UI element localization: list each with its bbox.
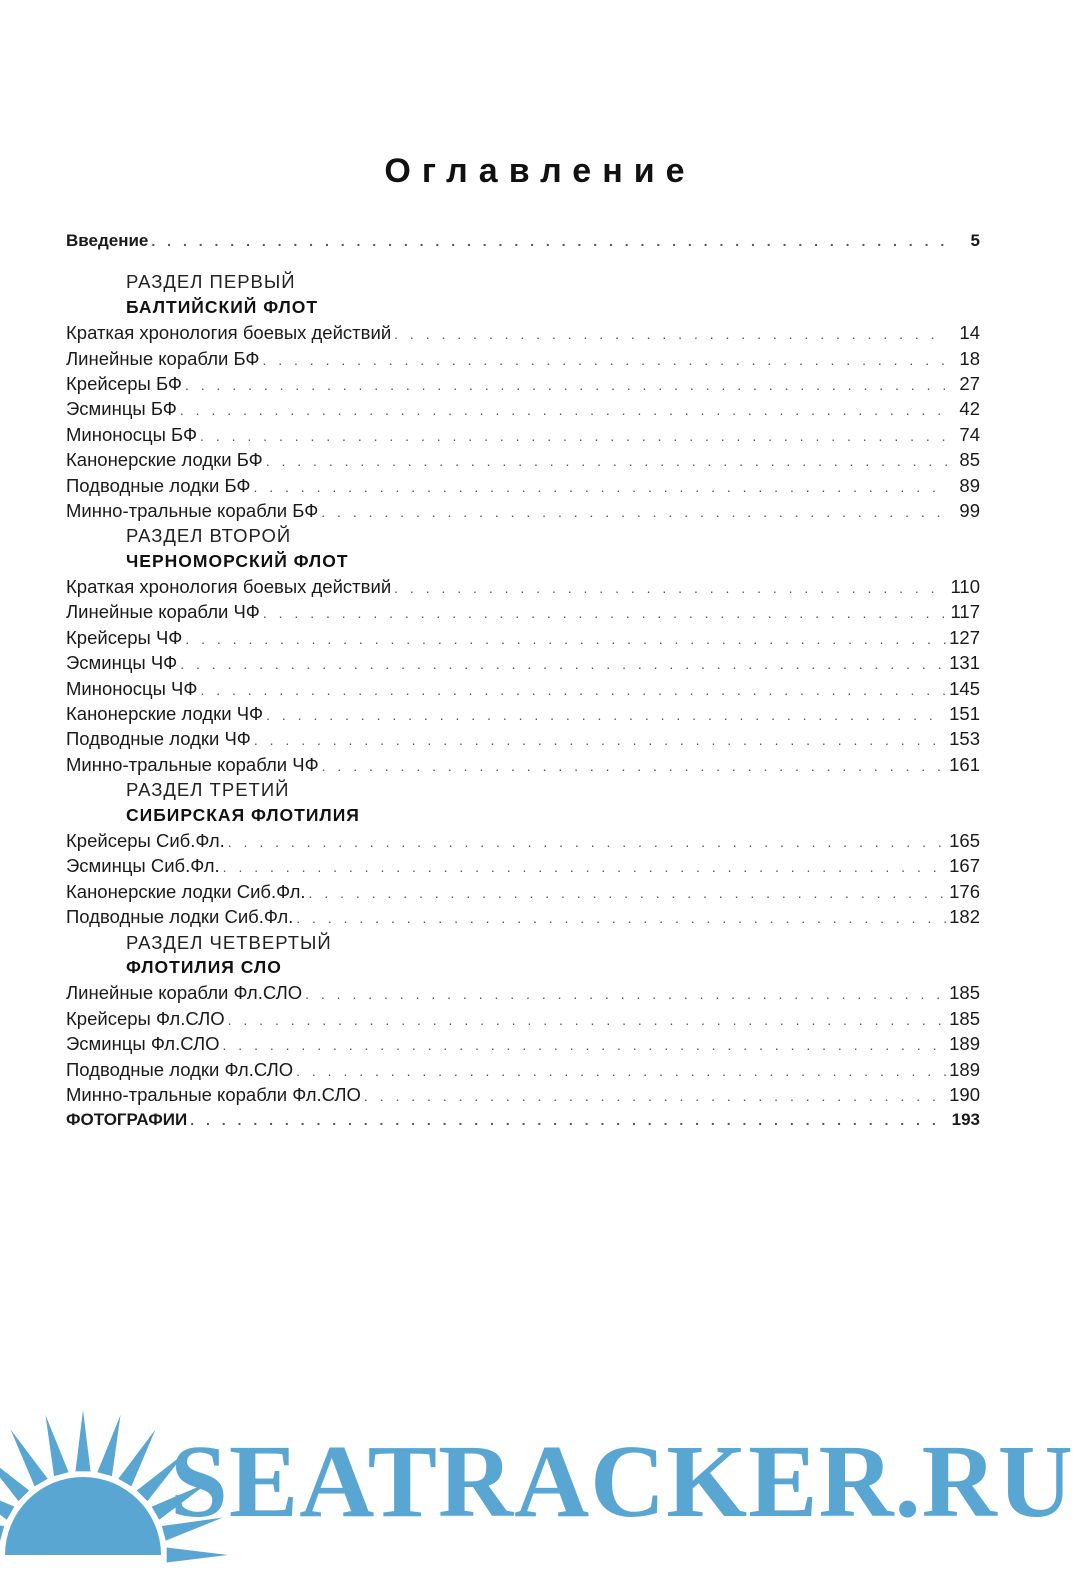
dot-leader [180,652,946,677]
toc-entry-page: 193 [951,1110,980,1130]
toc-entry-page: 85 [959,449,980,471]
toc-entry[interactable] [66,320,980,345]
toc-entry[interactable] [66,346,980,371]
dot-leader [263,601,947,626]
section-label: РАЗДЕЛ ПЕРВЫЙ [126,271,296,293]
section-label: РАЗДЕЛ ЧЕТВЕРТЫЙ [126,931,332,953]
dot-leader [296,906,946,931]
dot-leader [228,830,946,855]
toc-entry-label: Минно-тральные корабли Фл.СЛО [66,1083,361,1105]
toc-entry[interactable] [66,447,980,472]
toc-entry-page: 42 [959,398,980,420]
dot-leader [309,881,947,906]
toc-entry-page: 161 [949,753,980,775]
toc-entry[interactable] [66,498,980,523]
toc-entry-label: Минно-тральные корабли БФ [66,499,319,521]
toc-entry-page: 153 [949,728,980,750]
toc-entry-label: Крейсеры ЧФ [66,626,183,648]
toc-entry-page: 14 [959,322,980,344]
toc-entry[interactable] [66,1057,980,1082]
sun-ray [0,1517,4,1540]
toc-entry-page: 131 [949,652,980,674]
toc-entry[interactable] [66,574,980,599]
toc-entry-page: 167 [949,855,980,877]
toc-entry-label: Линейные корабли ЧФ [66,601,260,623]
toc-entry-page: 189 [949,1058,980,1080]
toc-entry[interactable] [66,1031,980,1056]
toc-entry-page: 189 [949,1033,980,1055]
dot-leader [185,373,947,398]
toc-entry[interactable] [66,625,980,650]
toc-entry-label: Введение [66,231,149,250]
toc-entry[interactable] [66,828,980,853]
page-title: Оглавление [384,152,696,190]
toc-entry-page: 117 [950,601,980,623]
section-label: РАЗДЕЛ ВТОРОЙ [126,525,292,547]
toc-entry-page: 27 [959,372,980,394]
dot-leader [180,398,947,423]
toc-entry-label: Минно-тральные корабли ЧФ [66,753,319,775]
dot-leader [223,1033,947,1058]
toc-entry[interactable] [66,1006,980,1031]
toc-entry[interactable] [66,1082,980,1107]
dot-leader [321,500,947,525]
dot-leader [151,229,947,254]
section-name: ФЛОТИЛИЯ СЛО [126,956,282,977]
toc-entry-intro[interactable] [66,228,980,253]
toc-entry[interactable] [66,396,980,421]
toc-entry[interactable] [66,676,980,701]
section-name: СИБИРСКАЯ ФЛОТИЛИЯ [126,804,360,825]
dot-leader [200,424,947,449]
section-name: БАЛТИЙСКИЙ ФЛОТ [126,296,319,317]
dot-leader [322,754,946,779]
dot-leader [200,678,946,703]
dot-leader [254,728,946,753]
dot-leader [296,1059,946,1084]
toc-entry[interactable] [66,726,980,751]
toc-entry-label: Линейные корабли БФ [66,347,260,369]
toc-sections [66,269,980,1107]
table-of-contents [66,228,980,1133]
toc-entry-page: 89 [959,474,980,496]
toc-entry-page: 185 [949,1007,980,1029]
toc-entry-page: 182 [949,906,980,928]
toc-entry-label: Краткая хронология боевых действий [66,576,392,598]
sun-ray [45,1415,68,1476]
toc-entry[interactable] [66,422,980,447]
toc-entry[interactable] [66,904,980,929]
watermark-text: SEATRACKER.RU [170,1424,1074,1539]
toc-entry-label: Миноносцы БФ [66,423,198,445]
toc-entry-label: Краткая хронология боевых действий [66,322,392,344]
toc-entry-label: Эсминцы БФ [66,398,177,420]
toc-entry-label: Эсминцы Сиб.Фл. [66,855,220,877]
dot-leader [228,1008,947,1033]
toc-entry-page: 165 [949,829,980,851]
toc-entry-label: Подводные лодки Фл.СЛО [66,1058,294,1080]
sun-ray [75,1410,90,1471]
toc-entry[interactable] [66,752,980,777]
toc-entry-page: 145 [949,677,980,699]
toc-entry-label: Эсминцы ЧФ [66,652,178,674]
dot-leader [364,1084,946,1109]
toc-entry[interactable] [66,701,980,726]
section-label: РАЗДЕЛ ТРЕТИЙ [126,779,290,801]
sun-ray [118,1429,155,1486]
toc-entry-page: 110 [950,576,980,598]
sun-ray [167,1547,228,1562]
toc-entry-label: Крейсеры БФ [66,372,182,394]
sun-ray [11,1429,48,1486]
toc-entry-label: ФОТОГРАФИИ [66,1110,188,1130]
toc-entry-label: Канонерские лодки ЧФ [66,703,264,725]
toc-entry-page: 5 [970,231,980,250]
toc-entry-label: Подводные лодки БФ [66,474,251,496]
toc-entry-page: 190 [949,1083,980,1105]
dot-leader [253,475,947,500]
toc-entry[interactable] [66,371,980,396]
toc-entry[interactable] [66,650,980,675]
dot-leader [394,576,947,601]
dot-leader [185,627,946,652]
toc-entry[interactable] [66,980,980,1005]
toc-entry-label: Канонерские лодки Сиб.Фл. [66,880,306,902]
toc-entry-label: Крейсеры Сиб.Фл. [66,829,225,851]
toc-entry-label: Канонерские лодки БФ [66,449,263,471]
toc-entry[interactable] [66,853,980,878]
toc-entry-label: Эсминцы Фл.СЛО [66,1033,220,1055]
section-name: ЧЕРНОМОРСКИЙ ФЛОТ [126,550,349,571]
toc-entry[interactable] [66,473,980,498]
toc-entry[interactable] [66,599,980,624]
toc-entry[interactable] [66,879,980,904]
dot-leader [266,449,947,474]
toc-entry-label: Линейные корабли Фл.СЛО [66,982,303,1004]
toc-entry-label: Подводные лодки Сиб.Фл. [66,906,294,928]
dot-leader [394,322,947,347]
toc-entry-label: Крейсеры Фл.СЛО [66,1007,225,1029]
toc-entry-label: Миноносцы ЧФ [66,677,198,699]
toc-entry-page: 18 [959,347,980,369]
toc-entry-page: 176 [949,880,980,902]
toc-entry-page: 99 [959,499,980,521]
toc-entry-page: 127 [949,626,980,648]
dot-leader [223,855,946,880]
dot-leader [262,348,947,373]
toc-entry-page: 74 [959,423,980,445]
toc-entry-label: Подводные лодки ЧФ [66,728,251,750]
toc-entry-photos[interactable] [66,1107,980,1132]
toc-entry-page: 151 [949,703,980,725]
toc-entry-page: 185 [949,982,980,1004]
dot-leader [190,1108,947,1133]
dot-leader [305,982,946,1007]
dot-leader [266,703,946,728]
sun-ray [97,1415,120,1476]
